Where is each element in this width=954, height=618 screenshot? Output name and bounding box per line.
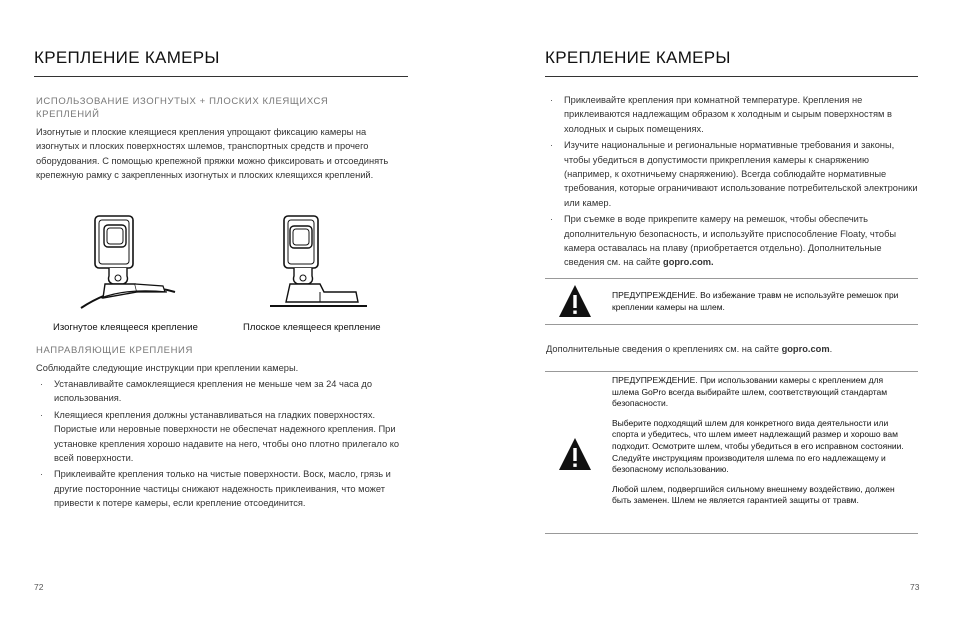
- section-intro-guidelines: Соблюдайте следующие инструкции при креплении камеры.: [36, 363, 299, 373]
- warning-bottom-rule: [545, 533, 918, 534]
- more-info-prefix: Дополнительные сведения о креплениях см. на сайте: [546, 344, 782, 354]
- guidelines-list: [36, 377, 402, 513]
- curved-mount-illustration: [75, 212, 180, 312]
- section-heading-adhesive: ИСПОЛЬЗОВАНИЕ ИЗОГНУТЫХ + ПЛОСКИХ КЛЕЯЩИХСЯ КРЕПЛЕНИЙ: [36, 96, 329, 120]
- page-title: КРЕПЛЕНИЕ КАМЕРЫ: [545, 48, 731, 67]
- page-number: 73: [910, 582, 920, 592]
- title-rule: [545, 76, 918, 77]
- list-item: · Приклеивайте крепления при комнатной температуре. Крепления не приклеиваются надлежащим образом к холодным и сырым поверхностям в холодных и сырых помещениях.: [546, 93, 918, 136]
- warning-paragraph: Выберите подходящий шлем для конкретного вида деятельности или спорта и убедитесь, что шлем имеет надлежащий размер и хорошо вам подходит. Осмотрите шлем, чтобы убедиться в его исправном состоянии. Следуйте инструкциям производителя шлема по его надлежащему и безопасному использованию.: [612, 417, 904, 475]
- warning-triangle-icon: [557, 283, 593, 319]
- list-item: [546, 212, 918, 270]
- page-title: КРЕПЛЕНИЕ КАМЕРЫ: [34, 48, 220, 67]
- title-rule: [34, 76, 408, 77]
- caption-flat-mount: Плоское клеящееся крепление: [243, 322, 381, 333]
- section-body-adhesive: Изогнутые и плоские клеящиеся крепления упрощают фиксацию камеры на изогнутых и плоских поверхностях шлемов, транспортных средств и прочего оборудования. С помощью крепежной пряжки можно фиксировать и отсоединять крепежную рамку с закрепленных изогнутых и плоских клеящихся креплений.: [36, 127, 389, 181]
- warning-text: Во избежание травм не используйте ремешок при креплении камеры на шлем.: [612, 290, 899, 312]
- caption-curved-mount: Изогнутое клеящееся крепление: [53, 322, 198, 333]
- list-item: · Устанавливайте самоклеящиеся крепления не меньше чем за 24 часа до использования.: [36, 377, 402, 406]
- gopro-link[interactable]: gopro.com: [781, 344, 830, 354]
- warning-triangle-icon: [557, 436, 593, 472]
- warning-label: ПРЕДУПРЕЖДЕНИЕ.: [612, 290, 698, 300]
- flat-mount-illustration: [266, 212, 371, 312]
- page-number: 72: [34, 582, 44, 592]
- list-item: · Изучите национальные и региональные нормативные требования и законы, чтобы убедиться в допустимости прикрепления камеры к снаряжению (например, к охотничьему снаряжению). Всегда соблюдайте нормативные требования, которые ограничивают использование потребительской электроники или камер.: [546, 138, 918, 210]
- warning-helmet: [612, 375, 912, 515]
- warning-paragraph: [612, 375, 912, 410]
- warning-top-rule: [545, 278, 918, 279]
- right-page: [477, 0, 954, 618]
- list-item-text: При съемке в воде прикрепите камеру на ремешок, чтобы обеспечить дополнительную безопасность, и используйте приспособление Floaty, чтобы камера оставалась на плаву (приобретается отдельно). Дополнительные сведения см. на сайте: [564, 214, 897, 268]
- list-item: · Приклеивайте крепления только на чистые поверхности. Воск, масло, грязь и другие посторонние частицы снижают надежность приклеивания, что может привести к потере камеры, если крепление отсоединится.: [36, 467, 402, 510]
- more-info-text: [546, 342, 918, 356]
- warning-paragraph: Любой шлем, подвергшийся сильному внешнему воздействию, должен быть заменен. Шлем не является гарантией защиты от травм.: [612, 483, 895, 506]
- warning-label: ПРЕДУПРЕЖДЕНИЕ.: [612, 375, 698, 385]
- gopro-link[interactable]: gopro.com.: [663, 257, 714, 268]
- more-info-end: .: [829, 344, 833, 354]
- warning-text: При использовании камеры с креплением для шлема GoPro всегда выбирайте шлем, соответствующий стандартам безопасности.: [612, 375, 888, 409]
- warning-bottom-rule: [545, 324, 918, 325]
- warning-top-rule: [545, 371, 918, 372]
- section-heading-guidelines: НАПРАВЛЯЮЩИЕ КРЕПЛЕНИЯ: [36, 345, 193, 356]
- warning-strap: [612, 290, 912, 313]
- list-item: · Клеящиеся крепления должны устанавливаться на гладких поверхностях. Пористые или неровные поверхности не обеспечат надежного крепления. При установке крепления хорошо надавите на него, чтобы оно плотно прилегало ко всей поверхности.: [36, 408, 402, 466]
- mounting-tips-list: [546, 93, 918, 272]
